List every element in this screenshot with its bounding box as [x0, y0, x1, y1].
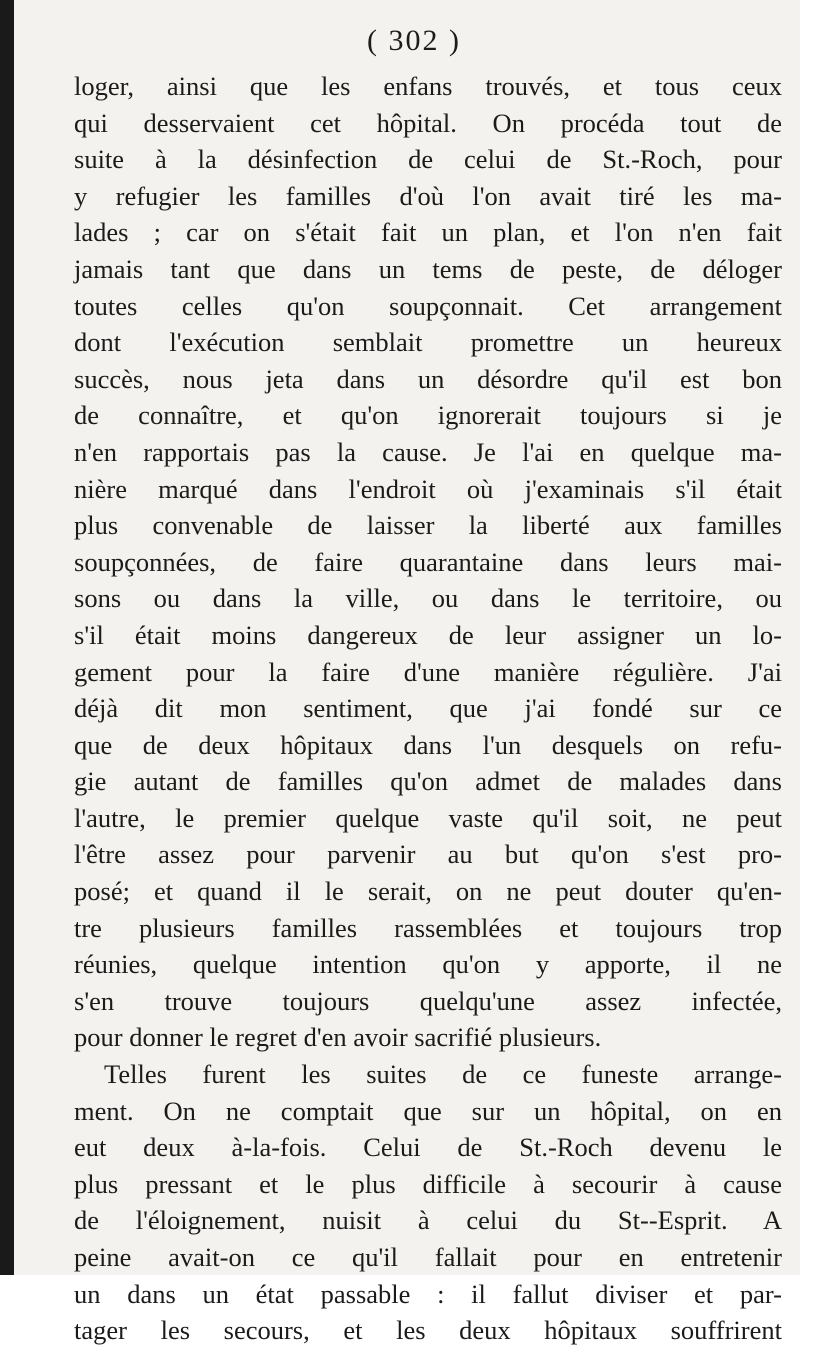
- text-line: nière marqué dans l'endroit où j'examinais s'il était: [74, 473, 782, 504]
- text-line: y refugier les familles d'où l'on avait tiré les ma-: [74, 180, 782, 211]
- text-line: succès, nous jeta dans un désordre qu'il est bon: [74, 363, 782, 394]
- text-line: de connaître, et qu'on ignorerait toujours si je: [74, 400, 782, 431]
- text-line: gie autant de familles qu'on admet de malades dans: [74, 766, 782, 797]
- text-line: loger, ainsi que les enfans trouvés, et tous ceux: [74, 71, 782, 101]
- text-line: Telles furent les suites de ce funeste arrange-: [104, 1059, 782, 1090]
- body-text: [74, 68, 782, 1349]
- text-line: sons ou dans la ville, ou dans le territoire, ou: [74, 583, 782, 614]
- text-line: gement pour la faire d'une manière régulière. J'ai: [74, 656, 782, 687]
- text-line: s'en trouve toujours quelqu'une assez infectée,: [74, 985, 782, 1016]
- text-line: plus pressant et le plus difficile à secourir à cause: [74, 1168, 782, 1199]
- text-line: pour donner le regret d'en avoir sacrifié plusieurs.: [74, 1022, 602, 1053]
- text-line: dont l'exécution semblait promettre un heureux: [74, 327, 782, 358]
- text-line: soupçonnées, de faire quarantaine dans leurs mai-: [74, 546, 782, 577]
- text-line: ment. On ne comptait que sur un hôpital, on en: [74, 1095, 782, 1126]
- text-line: déjà dit mon sentiment, que j'ai fondé sur ce: [74, 693, 782, 724]
- text-line: l'autre, le premier quelque vaste qu'il soit, ne peut: [74, 802, 782, 833]
- text-line: n'en rapportais pas la cause. Je l'ai en quelque ma-: [74, 436, 782, 467]
- text-line: que de deux hôpitaux dans l'un desquels on refu-: [74, 729, 782, 760]
- page-number: ( 302 ): [367, 24, 461, 57]
- text-line: de l'éloignement, nuisit à celui du St--Esprit. A: [74, 1205, 782, 1236]
- text-line: tre plusieurs familles rassemblées et toujours trop: [74, 912, 782, 943]
- text-line: suite à la désinfection de celui de St.-Roch, pour: [74, 144, 782, 175]
- text-line: lades ; car on s'était fait un plan, et l'on n'en fait: [74, 217, 782, 248]
- text-line: tager les secours, et les deux hôpitaux souffrirent: [74, 1315, 782, 1346]
- text-line: plus convenable de laisser la liberté aux familles: [74, 510, 782, 541]
- text-line: réunies, quelque intention qu'on y apporte, il ne: [74, 949, 782, 980]
- text-line: qui desservaient cet hôpital. On procéda tout de: [74, 107, 782, 138]
- text-line: peine avait-on ce qu'il fallait pour en entretenir: [74, 1242, 782, 1272]
- text-line: l'être assez pour parvenir au but qu'on s'est pro-: [74, 839, 782, 870]
- text-line: jamais tant que dans un tems de peste, de déloger: [74, 253, 782, 284]
- text-line: s'il était moins dangereux de leur assigner un lo-: [74, 619, 782, 650]
- text-line: posé; et quand il le serait, on ne peut douter qu'en-: [74, 876, 782, 907]
- text-line: eut deux à-la-fois. Celui de St.-Roch devenu le: [74, 1132, 782, 1163]
- text-line: un dans un état passable : il fallut diviser et par-: [74, 1278, 782, 1309]
- text-line: toutes celles qu'on soupçonnait. Cet arrangement: [74, 290, 782, 321]
